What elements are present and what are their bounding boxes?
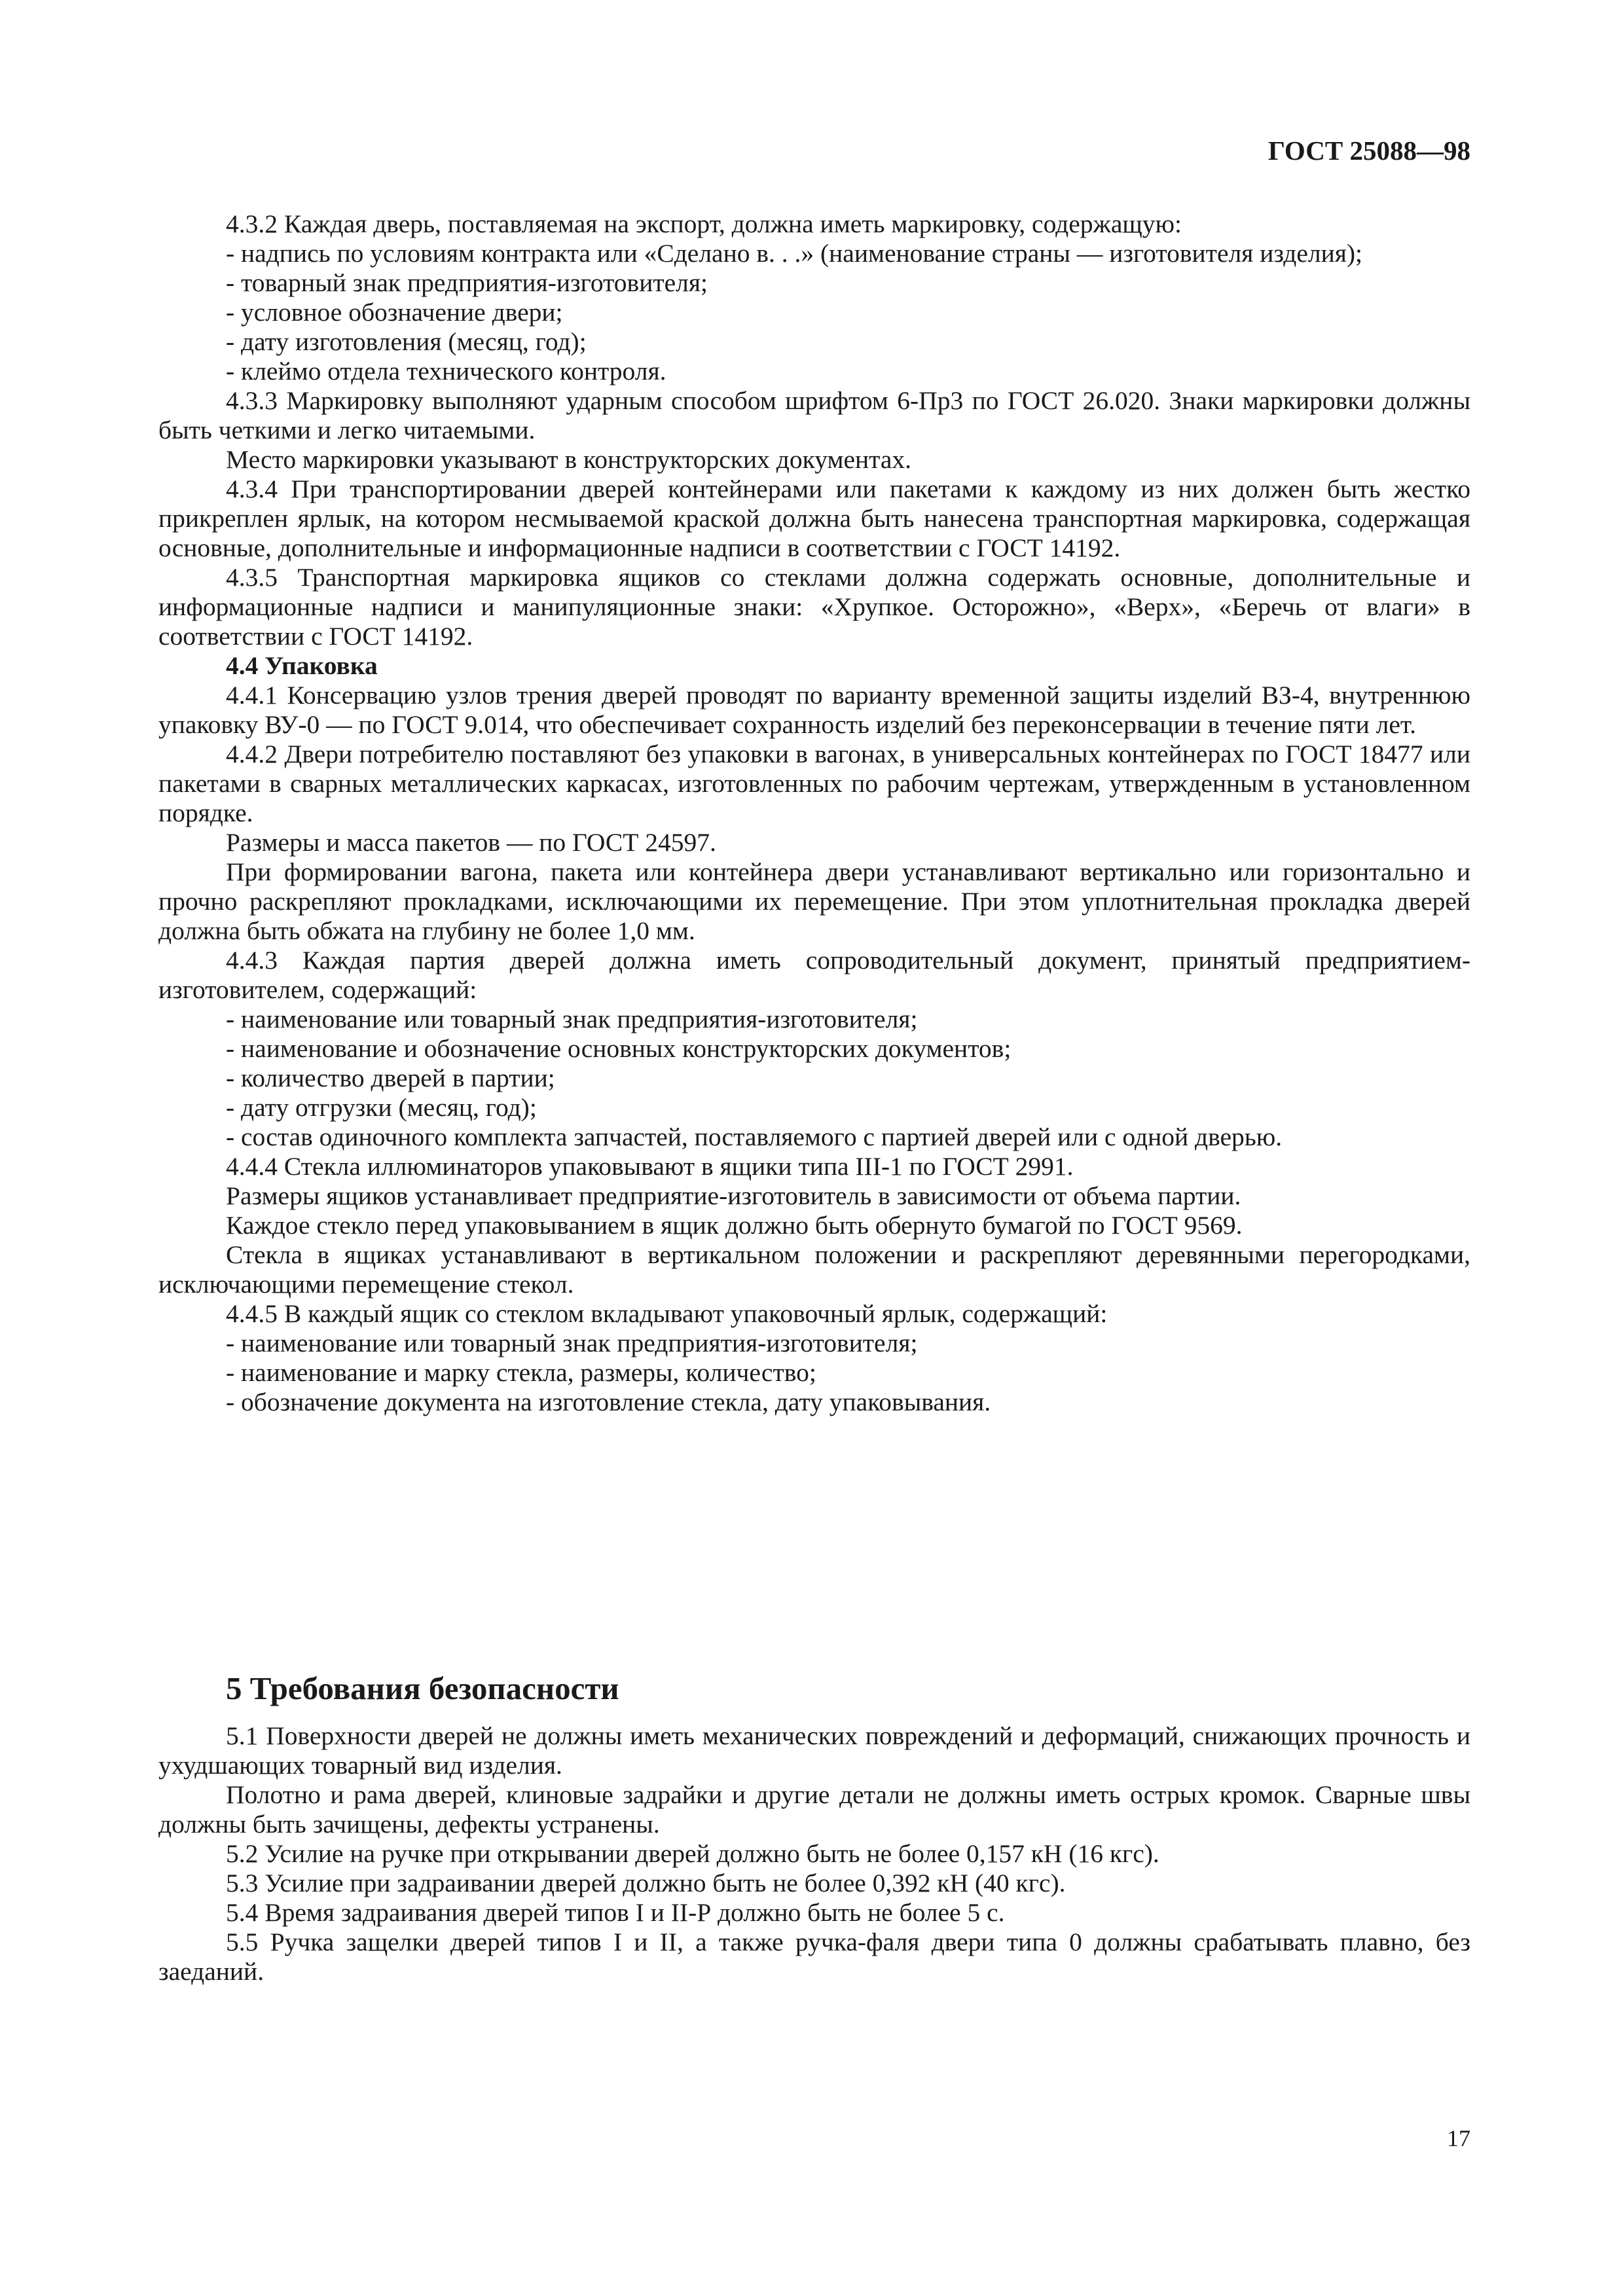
body-block-4 xyxy=(158,209,1470,1417)
paragraph: Стекла в ящиках устанавливают в вертикальном положении и раскрепляют деревянными перегородками, исключающими перемещение стекол. xyxy=(158,1240,1470,1299)
body-block-5 xyxy=(158,1721,1470,1986)
paragraph: 5.2 Усилие на ручке при открывании дверей должно быть не более 0,157 кН (16 кгс). xyxy=(226,1839,1159,1868)
list-item: - наименование или товарный знак предприятия-изготовителя; xyxy=(226,1005,918,1033)
document-code-header: ГОСТ 25088—98 xyxy=(1267,135,1470,166)
paragraph: 4.3.5 Транспортная маркировка ящиков со стеклами должна содержать основные, дополнительные и информационные надписи и манипуляционные знаки: «Хрупкое. Осторожно», «Верх», «Беречь от влаги» в соответствии с ГОСТ 14192. xyxy=(158,563,1470,651)
paragraph: Полотно и рама дверей, клиновые задрайки и другие детали не должны иметь острых кромок. Сварные швы должны быть зачищены, дефекты устранены. xyxy=(158,1780,1470,1839)
list-item: - количество дверей в партии; xyxy=(226,1064,555,1092)
paragraph: 4.3.3 Маркировку выполняют ударным способом шрифтом 6-Пр3 по ГОСТ 26.020. Знаки маркировки должны быть четкими и легко читаемыми. xyxy=(158,386,1470,444)
list-item: - обозначение документа на изготовление стекла, дату упаковывания. xyxy=(226,1388,991,1416)
paragraph: - надпись по условиям контракта или «Сделано в. . .» (наименование страны — изготовителя изделия); xyxy=(226,239,1363,268)
list-item: - наименование и марку стекла, размеры, количество; xyxy=(226,1358,816,1387)
paragraph: 5.1 Поверхности дверей не должны иметь механических повреждений и деформаций, снижающих прочность и ухудшающих товарный вид изделия. xyxy=(158,1721,1470,1780)
list-item: - наименование и обозначение основных конструкторских документов; xyxy=(226,1034,1012,1063)
paragraph: 5.3 Усилие при задраивании дверей должно быть не более 0,392 кН (40 кгс). xyxy=(226,1869,1066,1897)
paragraph: 5.5 Ручка защелки дверей типов I и II, а также ручка-фаля двери типа 0 должны срабатывать плавно, без заеданий. xyxy=(158,1928,1470,1986)
paragraph: 4.3.2 Каждая дверь, поставляемая на экспорт, должна иметь маркировку, содержащую: xyxy=(226,209,1182,238)
list-item: - товарный знак предприятия-изготовителя; xyxy=(226,268,708,297)
paragraph: 4.4.2 Двери потребителю поставляют без упаковки в вагонах, в универсальных контейнерах по ГОСТ 18477 или пакетами в сварных металлических каркасах, изготовленных по рабочим чертежам, утвержденным в установленном порядке. xyxy=(158,740,1470,827)
paragraph: 4.3.4 При транспортировании дверей контейнерами или пакетами к каждому из них должен быть жестко прикреплен ярлык, на котором несмываемой краской должна быть нанесена транспортная маркировка, содержащая основные, дополнительные и информационные надписи в соответствии с ГОСТ 14192. xyxy=(158,475,1470,562)
list-item: - условное обозначение двери; xyxy=(226,298,563,327)
paragraph: Каждое стекло перед упаковыванием в ящик должно быть обернуто бумагой по ГОСТ 9569. xyxy=(226,1211,1243,1240)
paragraph: 5.4 Время задраивания дверей типов I и II-Р должно быть не более 5 с. xyxy=(226,1898,1005,1927)
paragraph: При формировании вагона, пакета или контейнера двери устанавливают вертикально или горизонтально и прочно раскрепляют прокладками, исключающими их перемещение. При этом уплотнительная прокладка дверей должна быть обжата на глубину не более 1,0 мм. xyxy=(158,857,1470,945)
paragraph: 4.4.3 Каждая партия дверей должна иметь сопроводительный документ, принятый предприятием-изготовителем, содержащий: xyxy=(158,946,1470,1004)
paragraph: Место маркировки указывают в конструкторских документах. xyxy=(226,445,912,474)
list-item: - дату изготовления (месяц, год); xyxy=(226,327,587,356)
subsection-heading: 4.4 Упаковка xyxy=(226,651,378,680)
section-title: 5 Требования безопасности xyxy=(226,1670,619,1706)
paragraph: Размеры ящиков устанавливает предприятие-изготовитель в зависимости от объема партии. xyxy=(226,1181,1241,1210)
paragraph: 4.4.1 Консервацию узлов трения дверей проводят по варианту временной защиты изделий ВЗ-4, внутреннюю упаковку ВУ-0 — по ГОСТ 9.014, что обеспечивает сохранность изделий без переконсервации в течение пяти лет. xyxy=(158,681,1470,739)
list-item: - наименование или товарный знак предприятия-изготовителя; xyxy=(226,1329,918,1357)
list-item: - клеймо отдела технического контроля. xyxy=(226,357,666,386)
paragraph: 4.4.4 Стекла иллюминаторов упаковывают в ящики типа III-1 по ГОСТ 2991. xyxy=(226,1152,1074,1181)
list-item: - состав одиночного комплекта запчастей, поставляемого с партией дверей или с одной дверью. xyxy=(226,1122,1283,1151)
paragraph: Размеры и масса пакетов — по ГОСТ 24597. xyxy=(226,828,716,857)
paragraph: 4.4.5 В каждый ящик со стеклом вкладывают упаковочный ярлык, содержащий: xyxy=(226,1299,1108,1328)
page-number: 17 xyxy=(1447,2125,1470,2151)
list-item: - дату отгрузки (месяц, год); xyxy=(226,1093,537,1122)
